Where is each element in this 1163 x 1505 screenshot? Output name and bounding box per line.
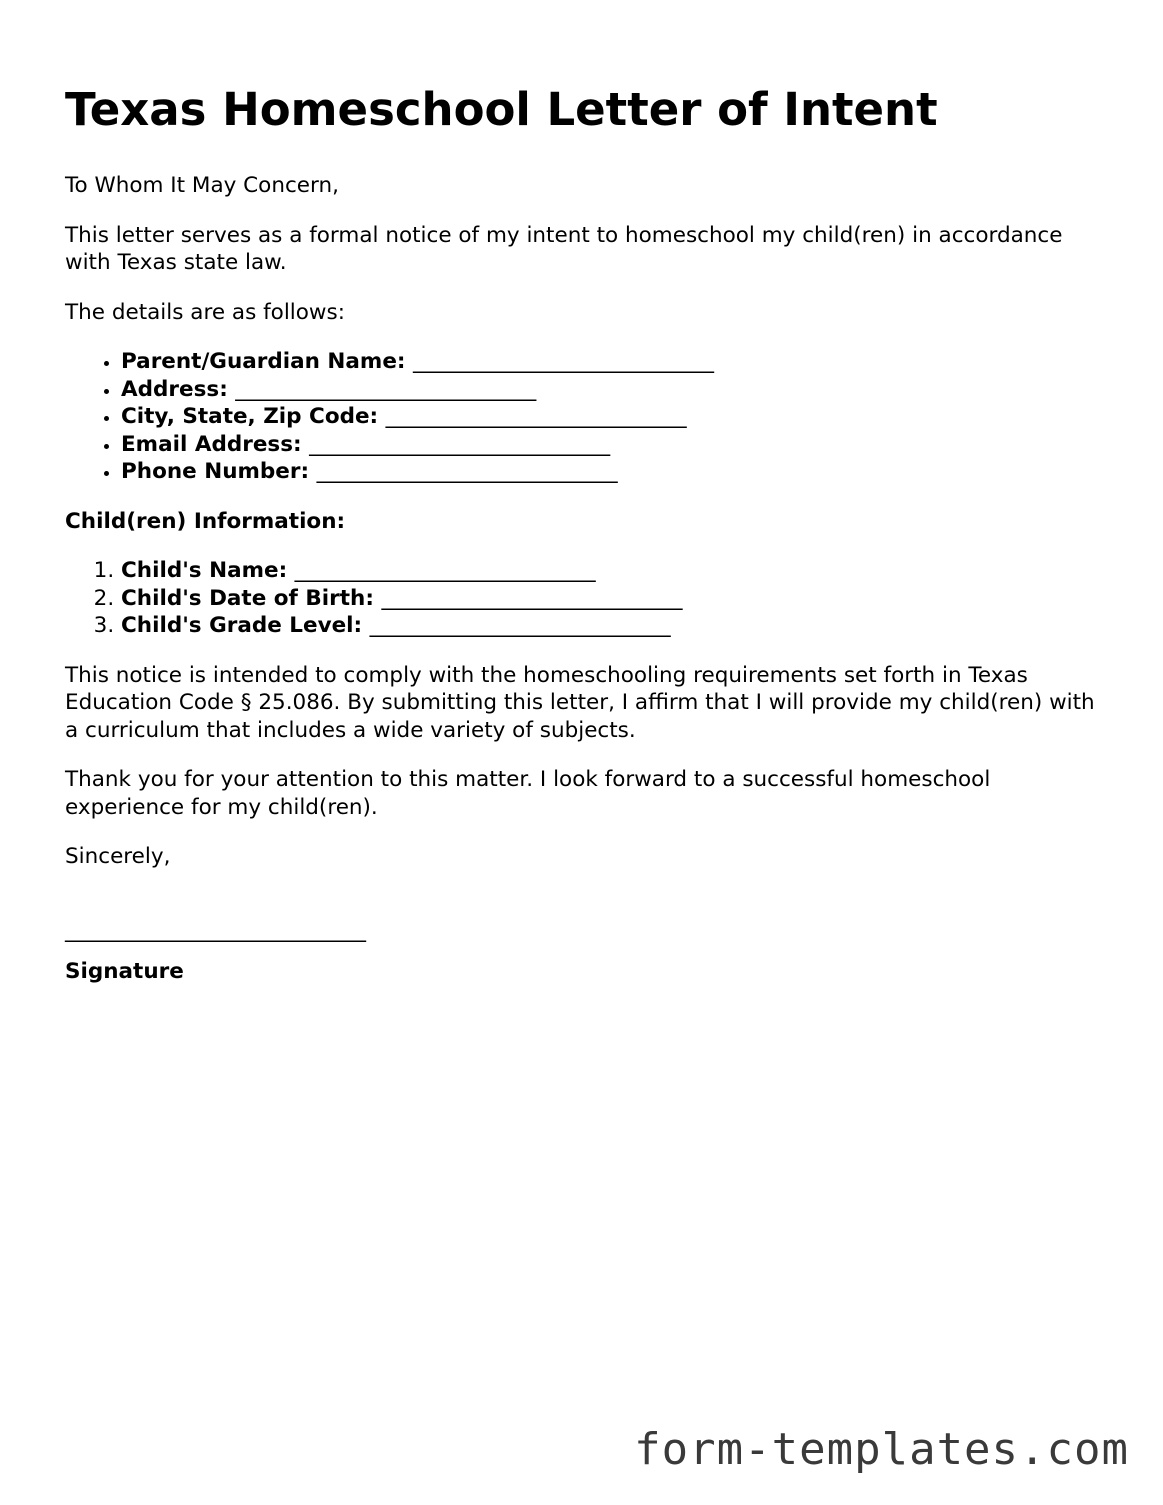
city-state-zip-field[interactable]: ____________________________ xyxy=(385,404,687,429)
parent-name-field[interactable]: ____________________________ xyxy=(413,349,715,374)
signature-field[interactable]: ____________________________ xyxy=(65,917,366,943)
list-item xyxy=(121,431,1105,459)
city-state-zip-label: City, State, Zip Code: xyxy=(121,404,379,429)
intro-paragraph: This letter serves as a formal notice of my intent to homeschool my child(ren) in accordance with Texas state law. xyxy=(65,222,1063,275)
child-grade-label: Child's Grade Level: xyxy=(121,613,363,638)
children-heading: Child(ren) Information: xyxy=(65,508,346,534)
list-item xyxy=(121,376,1105,404)
list-item xyxy=(121,612,1105,640)
child-grade-field[interactable]: ____________________________ xyxy=(369,613,671,638)
child-dob-label: Child's Date of Birth: xyxy=(121,585,374,611)
signature-label: Signature xyxy=(65,959,184,984)
email-field[interactable]: ____________________________ xyxy=(309,431,611,457)
details-intro: The details are as follows: xyxy=(65,299,345,325)
email-label: Email Address: xyxy=(121,431,302,457)
list-item xyxy=(121,348,1105,376)
list-item xyxy=(121,403,1105,431)
phone-label: Phone Number: xyxy=(121,459,310,484)
watermark: form-templates.com xyxy=(634,1424,1129,1475)
compliance-paragraph: This notice is intended to comply with the homeschooling requirements set forth in Texas Education Code § 25.086. By submitting this letter, I affirm that I will provide my child(ren) with a curriculum that includes a wide variety of subjects. xyxy=(65,662,1095,743)
salutation: To Whom It May Concern, xyxy=(65,173,339,198)
child-name-label: Child's Name: xyxy=(121,558,288,583)
page-title: Texas Homeschool Letter of Intent xyxy=(65,83,938,136)
parent-name-label: Parent/Guardian Name: xyxy=(121,349,406,374)
list-item xyxy=(121,557,1105,585)
parent-details-list xyxy=(65,348,1105,486)
child-dob-field[interactable]: ____________________________ xyxy=(381,585,683,611)
thanks-paragraph: Thank you for your attention to this matter. I look forward to a successful homeschool experience for my child(ren). xyxy=(65,767,991,820)
letter-page xyxy=(65,80,1105,1008)
address-label: Address: xyxy=(121,376,228,402)
child-name-field[interactable]: ____________________________ xyxy=(294,558,596,583)
list-item xyxy=(121,458,1105,486)
address-field[interactable]: ____________________________ xyxy=(235,376,537,402)
closing: Sincerely, xyxy=(65,844,171,869)
child-details-list xyxy=(65,557,1105,640)
phone-field[interactable]: ____________________________ xyxy=(316,459,618,484)
list-item xyxy=(121,585,1105,613)
